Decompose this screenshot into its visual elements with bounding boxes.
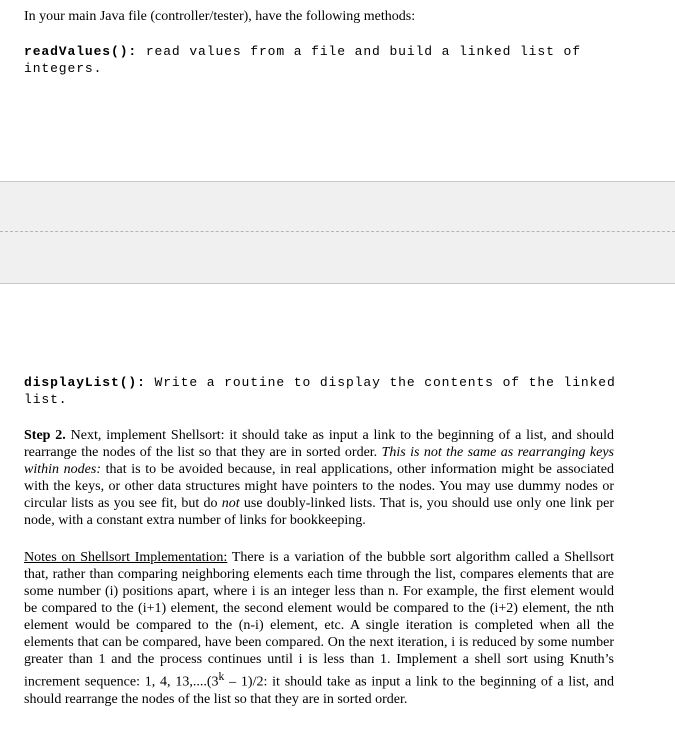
step2-italic-note: This is not the same as rearranging keys within nodes: [24, 445, 615, 477]
notes-heading: Notes on Shellsort Implementation: [24, 550, 228, 565]
step2-paragraph [24, 427, 614, 529]
method-readvalues-desc: read values from a file and build a linked list of integers. [24, 44, 581, 76]
method-readvalues [24, 43, 624, 77]
intro-text: In your main Java file (controller/tester), have the following methods: [24, 9, 416, 24]
shellsort-notes-paragraph [24, 549, 614, 708]
step2-text-1: Next, implement Shellsort: it should take as input a link to the beginning of a list, and should rearrange the nodes of the list so that they are in sorted order. [24, 428, 615, 460]
notes-text-2: – 1)/2: it should take as input a link to the beginning of a list, and should rearrange the nodes of the list so that they are in sorted order. [24, 674, 615, 707]
method-displaylist-desc: Write a routine to display the contents of the linked list. [24, 375, 616, 407]
notes-text-1: There is a variation of the bubble sort algorithm called a Shellsort that, rather than comparing neighboring elements each time through the list, compares elements that are some number (i) positions apart, where i is an integer less than n. For example, the first element would be compared to the (i+1) element, the second element would be compared to the (i+2) element, the nth element would be compared to the (n-i) element, etc. A single iteration is completed when all the elements that can be compared, have been compared. On the next iteration, i is reduced by some number greater than 1 and the process continues until i is less than 1. Implement a shell sort using Knuth’s increment sequence: 1, 4, 13,....(3 [24, 550, 615, 690]
empty-answer-band [0, 181, 675, 284]
step2-not-emphasis: not [221, 496, 240, 511]
step2-text-3: use doubly-linked lists. That is, you should use only one link per node, with a constant extra number of links for bookkeeping. [24, 496, 615, 528]
notes-superscript-k: k [218, 670, 225, 683]
method-displaylist-name: displayList(): [24, 375, 146, 390]
method-displaylist [24, 374, 624, 408]
step2-label: Step 2. [24, 428, 66, 443]
method-readvalues-name: readValues(): [24, 44, 138, 59]
step2-text-2: that is to be avoided because, in real applications, other information might be associated with the keys, or other data structures might have pointers to the nodes. You may use dummy nodes or circular lists as you see fit, but do [24, 462, 614, 511]
dashed-divider [0, 231, 675, 232]
